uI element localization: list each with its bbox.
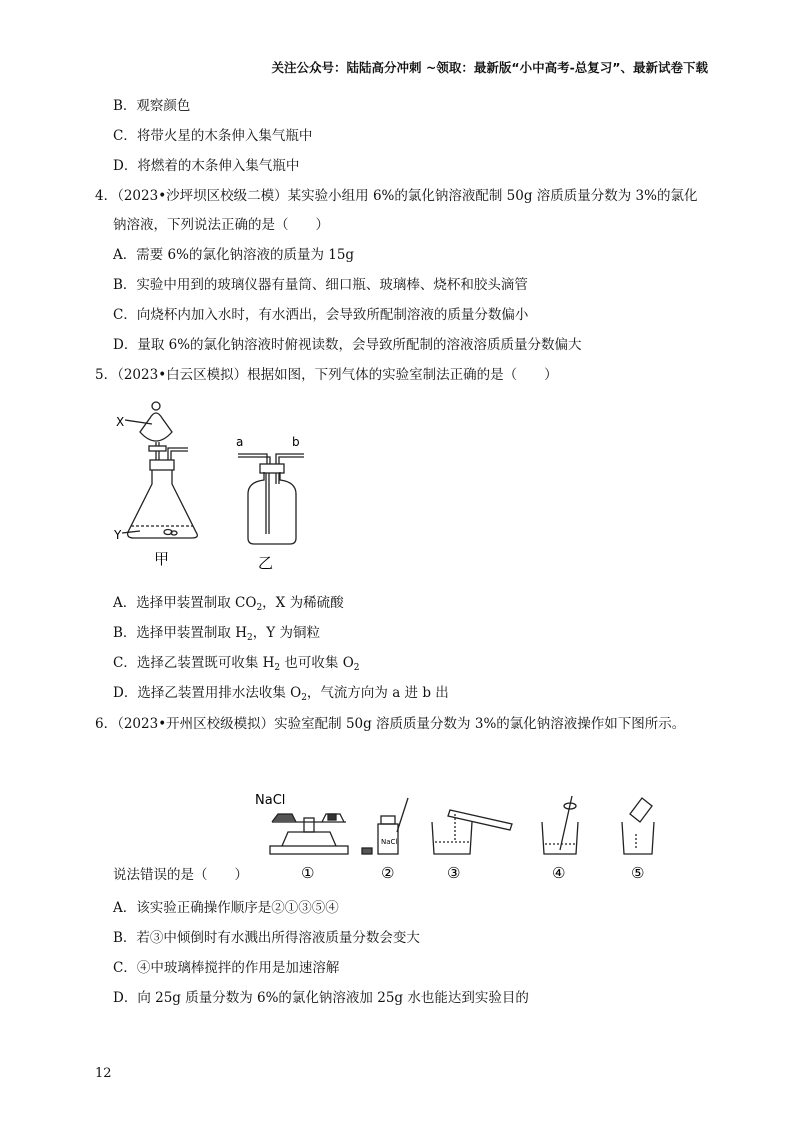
label-step-2: ② [381, 864, 395, 882]
label-step-5: ⑤ [631, 864, 645, 882]
q6-question: 说法错误的是（ ） [113, 867, 248, 883]
balance-base [270, 846, 348, 854]
q4-option-c: C．向烧杯内加入水时，有水洒出，会导致所配制溶液的质量分数偏小 [113, 307, 529, 323]
label-step-3: ③ [447, 864, 461, 882]
q4-option-d: D．量取 6%的氯化钠溶液时俯视读数，会导致所配制的溶液溶质质量分数偏大 [113, 337, 582, 353]
q3-option-c: C．将带火星的木条伸入集气瓶中 [113, 128, 313, 144]
q4-option-a: A．需要 6%的氯化钠溶液的质量为 15g [113, 247, 355, 263]
label-x: X [116, 415, 125, 429]
q6-procedure-figure [250, 784, 670, 884]
q4-stem-line1: 4．（2023•沙坪坝区校级二模）某实验小组用 6%的氯化钠溶液配制 50g 溶质质量分数为 3%的氯化 [95, 188, 698, 204]
label-y: Y [114, 528, 122, 542]
label-y-pointer [122, 531, 140, 533]
beaker-5 [622, 822, 654, 854]
q4-option-b: B．实验中用到的玻璃仪器有量筒、细口瓶、玻璃棒、烧杯和胶头滴管 [113, 277, 528, 293]
q4-stem-line2: 钠溶液，下列说法正确的是（ ） [113, 217, 329, 233]
q5-option-c: C．选择乙装置既可收集 $H_2$ 也可收集 $O_2$ [113, 655, 360, 673]
gas-bottle [248, 472, 296, 544]
q3-option-d: D．将燃着的木条伸入集气瓶中 [113, 158, 300, 174]
page-header: 关注公众号：陆陆高分冲刺 ~领取：最新版“小中高考-总复习”、最新试卷下载 [271, 60, 708, 75]
tube-b [276, 454, 304, 464]
page-number: 12 [95, 1066, 112, 1081]
label-nacl: NaCl [255, 793, 286, 808]
spatula [397, 798, 408, 832]
q3-option-b: B．观察颜色 [113, 98, 191, 114]
q6-option-a: A．该实验正确操作顺序是②①③⑤④ [113, 900, 339, 916]
label-yi: 乙 [258, 554, 274, 572]
q5-apparatus-figure [110, 388, 330, 578]
funnel-stopper [152, 402, 160, 410]
q5-option-d: D．选择乙装置用排水法收集 $O_2$，气流方向为 a 进 b 出 [113, 685, 449, 703]
tube-a [238, 454, 270, 464]
q6-option-d: D．向 25g 质量分数为 6%的氯化钠溶液加 25g 水也能达到实验目的 [113, 990, 529, 1006]
bottle-stopper [260, 464, 284, 473]
measuring-cylinder [448, 810, 512, 830]
label-step-4: ④ [552, 864, 566, 882]
label-bottle-nacl: NaCl [381, 838, 398, 846]
label-a: a [236, 435, 244, 449]
q5-option-b: B．选择甲装置制取 $H_2$，Y 为铜粒 [113, 625, 320, 643]
label-jia: 甲 [154, 550, 170, 568]
conical-flask [128, 470, 198, 538]
label-b: b [292, 435, 300, 449]
label-step-1: ① [301, 864, 315, 882]
q6-option-b: B．若③中倾倒时有水溅出所得溶液质量分数会变大 [113, 930, 420, 946]
beaker-3 [432, 822, 472, 854]
q6-stem: 6．（2023•开州区校级模拟）实验室配制 50g 溶质质量分数为 3%的氯化钠溶液操作如下图所示。 [95, 716, 686, 732]
funnel-bulb [140, 413, 172, 441]
weigh-paper [630, 798, 652, 822]
q6-option-c: C．④中玻璃棒搅拌的作用是加速溶解 [113, 960, 340, 976]
q5-stem: 5．（2023•白云区模拟）根据如图，下列气体的实验室制法正确的是（ ） [95, 367, 558, 383]
q5-option-a: A．选择甲装置制取 $CO_2$，X 为稀硫酸 [113, 595, 344, 613]
flask-stopper [150, 460, 174, 470]
